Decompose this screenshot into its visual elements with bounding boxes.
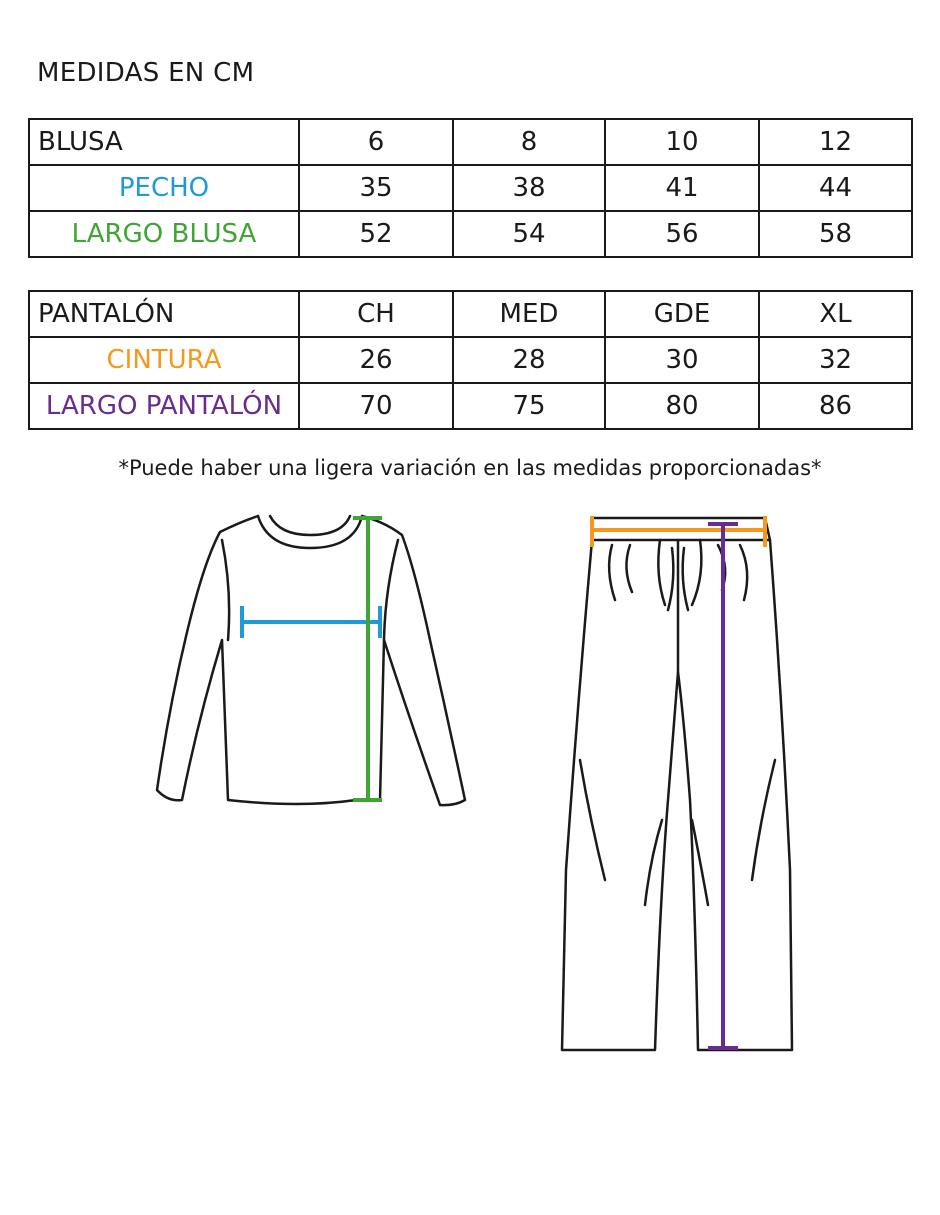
table-cell: 44	[759, 165, 912, 211]
garment-header-pantalon: PANTALÓN	[29, 291, 299, 337]
measurement-disclaimer: *Puede haber una ligera variación en las medidas proporcionadas*	[118, 456, 822, 480]
page-title: MEDIDAS EN CM	[37, 58, 255, 88]
table-cell: 56	[605, 211, 759, 257]
table-cell: 52	[299, 211, 453, 257]
long-sleeve-shirt-icon	[157, 516, 465, 805]
table-cell: 26	[299, 337, 453, 383]
table-cell: 75	[453, 383, 605, 429]
size-header: CH	[299, 291, 453, 337]
drawstring-pants-icon	[562, 518, 792, 1050]
table-cell: 70	[299, 383, 453, 429]
row-label-pecho: PECHO	[29, 165, 299, 211]
table-cell: 86	[759, 383, 912, 429]
row-label-cintura: CINTURA	[29, 337, 299, 383]
garment-header-blusa: BLUSA	[29, 119, 299, 165]
table-cell: 41	[605, 165, 759, 211]
size-header: MED	[453, 291, 605, 337]
size-header: 12	[759, 119, 912, 165]
table-cell: 28	[453, 337, 605, 383]
largo-pantalon-measure-line	[710, 524, 736, 1048]
size-header: XL	[759, 291, 912, 337]
size-header: 6	[299, 119, 453, 165]
row-label-largo-pantalon: LARGO PANTALÓN	[29, 383, 299, 429]
table-cell: 80	[605, 383, 759, 429]
size-header: GDE	[605, 291, 759, 337]
table-cell: 58	[759, 211, 912, 257]
table-cell: 32	[759, 337, 912, 383]
pecho-measure-line	[242, 608, 380, 636]
size-header: 8	[453, 119, 605, 165]
size-header: 10	[605, 119, 759, 165]
table-cell: 54	[453, 211, 605, 257]
largo-blusa-measure-line	[355, 518, 380, 800]
table-cell: 38	[453, 165, 605, 211]
row-label-largo-blusa: LARGO BLUSA	[29, 211, 299, 257]
table-cell: 30	[605, 337, 759, 383]
table-cell: 35	[299, 165, 453, 211]
